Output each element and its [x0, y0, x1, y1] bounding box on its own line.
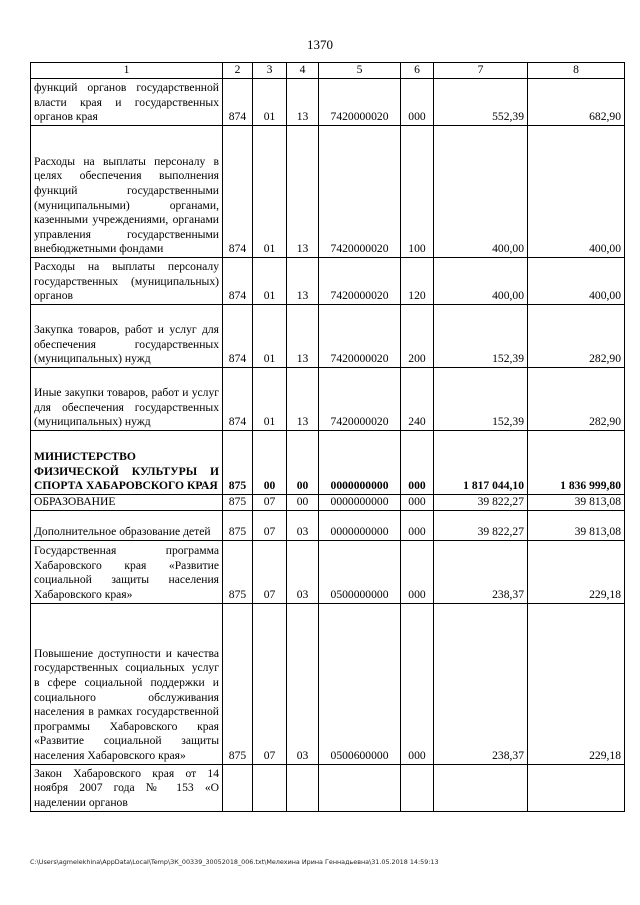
cell-grbs: 875	[223, 510, 253, 540]
cell-amount-year1: 400,00	[434, 126, 528, 258]
cell-subsection: 13	[287, 368, 319, 431]
table-row	[31, 368, 625, 431]
cell-target-article: 0500000000	[319, 540, 401, 603]
table-row	[31, 510, 625, 540]
table-row	[31, 431, 625, 495]
cell-amount-year2: 1 836 999,80	[528, 431, 625, 495]
cell-expense-type: 200	[401, 305, 434, 368]
cell-expense-type: 000	[401, 495, 434, 511]
col-header: 7	[434, 63, 528, 79]
cell-subsection: 03	[287, 603, 319, 764]
cell-subsection: 13	[287, 79, 319, 126]
row-name: Расходы на выплаты персоналу государственных (муниципальных) органов	[31, 258, 223, 305]
cell-section: 01	[253, 305, 287, 368]
col-header: 6	[401, 63, 434, 79]
cell-amount-year2: 282,90	[528, 368, 625, 431]
row-name: ОБРАЗОВАНИЕ	[31, 495, 223, 511]
cell-subsection: 03	[287, 540, 319, 603]
row-name: Государственная программа Хабаровского края «Развитие социальной защиты населения Хабаровского края»	[31, 540, 223, 603]
cell-expense-type	[401, 764, 434, 811]
cell-amount-year2: 39 813,08	[528, 495, 625, 511]
cell-section: 01	[253, 126, 287, 258]
table-row	[31, 764, 625, 811]
row-name: Закон Хабаровского края от 14 ноября 2007 года № 153 «О наделении органов	[31, 764, 223, 811]
cell-section: 07	[253, 540, 287, 603]
cell-target-article: 7420000020	[319, 258, 401, 305]
cell-expense-type: 000	[401, 603, 434, 764]
cell-target-article: 7420000020	[319, 79, 401, 126]
cell-target-article: 7420000020	[319, 126, 401, 258]
cell-expense-type: 000	[401, 79, 434, 126]
cell-expense-type: 000	[401, 510, 434, 540]
cell-grbs: 874	[223, 368, 253, 431]
col-header: 2	[223, 63, 253, 79]
cell-grbs: 874	[223, 79, 253, 126]
cell-section: 07	[253, 495, 287, 511]
cell-grbs: 874	[223, 305, 253, 368]
cell-amount-year1: 152,39	[434, 368, 528, 431]
cell-section: 00	[253, 431, 287, 495]
cell-amount-year1: 552,39	[434, 79, 528, 126]
cell-grbs: 875	[223, 431, 253, 495]
cell-section	[253, 764, 287, 811]
cell-grbs: 874	[223, 126, 253, 258]
cell-target-article: 7420000020	[319, 368, 401, 431]
cell-amount-year2: 400,00	[528, 126, 625, 258]
cell-grbs: 874	[223, 258, 253, 305]
cell-subsection: 13	[287, 126, 319, 258]
cell-section: 01	[253, 258, 287, 305]
cell-expense-type: 100	[401, 126, 434, 258]
row-name: Иные закупки товаров, работ и услуг для обеспечения государственных (муниципальных) нужд	[31, 368, 223, 431]
cell-subsection: 13	[287, 258, 319, 305]
cell-subsection: 13	[287, 305, 319, 368]
page-number: 1370	[307, 37, 333, 52]
cell-section: 01	[253, 368, 287, 431]
table-row	[31, 305, 625, 368]
col-header: 1	[31, 63, 223, 79]
cell-amount-year2	[528, 764, 625, 811]
cell-subsection	[287, 764, 319, 811]
cell-grbs: 875	[223, 540, 253, 603]
table-row	[31, 540, 625, 603]
row-name: Расходы на выплаты персоналу в целях обеспечения выполнения функций государственными (муниципальными) органами, казенными учреждениями, органами управления государственными внебюджетными фондами	[31, 126, 223, 258]
row-name: Дополнительное образование детей	[31, 510, 223, 540]
col-header: 8	[528, 63, 625, 79]
col-header: 3	[253, 63, 287, 79]
table-row	[31, 126, 625, 258]
cell-expense-type: 120	[401, 258, 434, 305]
cell-amount-year1: 152,39	[434, 305, 528, 368]
cell-target-article: 0000000000	[319, 495, 401, 511]
cell-amount-year1: 1 817 044,10	[434, 431, 528, 495]
cell-amount-year1: 39 822,27	[434, 495, 528, 511]
cell-target-article: 0500600000	[319, 603, 401, 764]
cell-amount-year1: 238,37	[434, 540, 528, 603]
table-row	[31, 79, 625, 126]
cell-grbs: 875	[223, 603, 253, 764]
cell-expense-type: 240	[401, 368, 434, 431]
cell-amount-year2: 229,18	[528, 603, 625, 764]
cell-target-article	[319, 764, 401, 811]
table-row	[31, 495, 625, 511]
cell-target-article: 0000000000	[319, 510, 401, 540]
header-row	[31, 63, 625, 79]
cell-amount-year1: 39 822,27	[434, 510, 528, 540]
cell-amount-year2: 682,90	[528, 79, 625, 126]
cell-amount-year1: 400,00	[434, 258, 528, 305]
file-path-footer: C:\Users\agmelekhina\AppData\Local\Temp\ЗК_00339_30052018_006.txt\Мелехина Ирина Геннадьевна\31.05.2018 14:59:13	[30, 858, 439, 866]
cell-amount-year2: 229,18	[528, 540, 625, 603]
col-header: 5	[319, 63, 401, 79]
col-header: 4	[287, 63, 319, 79]
cell-expense-type: 000	[401, 540, 434, 603]
cell-target-article: 0000000000	[319, 431, 401, 495]
cell-grbs	[223, 764, 253, 811]
cell-subsection: 00	[287, 431, 319, 495]
row-name: Закупка товаров, работ и услуг для обеспечения государственных (муниципальных) нужд	[31, 305, 223, 368]
cell-amount-year1	[434, 764, 528, 811]
row-name: функций органов государственной власти края и государственных органов края	[31, 79, 223, 126]
row-name: МИНИСТЕРСТВО ФИЗИЧЕСКОЙ КУЛЬТУРЫ И СПОРТА ХАБАРОВСКОГО КРАЯ	[31, 431, 223, 495]
cell-amount-year2: 39 813,08	[528, 510, 625, 540]
cell-section: 07	[253, 603, 287, 764]
table-row	[31, 258, 625, 305]
cell-subsection: 00	[287, 495, 319, 511]
cell-amount-year2: 400,00	[528, 258, 625, 305]
table-row	[31, 603, 625, 764]
row-name: Повышение доступности и качества государственных социальных услуг в сфере социальной поддержки и социального обслуживания населения в рамках государственной программы Хабаровского края «Развитие социальной защиты населения Хабаровского края»	[31, 603, 223, 764]
cell-target-article: 7420000020	[319, 305, 401, 368]
cell-grbs: 875	[223, 495, 253, 511]
budget-table	[30, 62, 625, 812]
cell-expense-type: 000	[401, 431, 434, 495]
cell-subsection: 03	[287, 510, 319, 540]
cell-section: 07	[253, 510, 287, 540]
cell-section: 01	[253, 79, 287, 126]
cell-amount-year1: 238,37	[434, 603, 528, 764]
cell-amount-year2: 282,90	[528, 305, 625, 368]
